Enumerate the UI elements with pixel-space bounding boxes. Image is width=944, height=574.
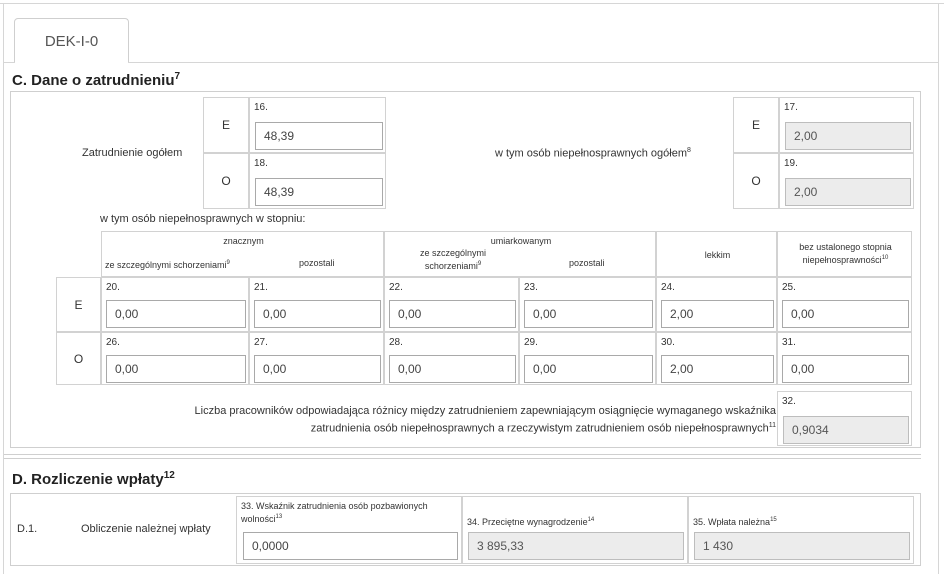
header-moderate [384,231,656,277]
field-35-label [693,515,777,528]
field-23-number: 23. [524,282,538,293]
field-33-label-line2-wrap [241,512,461,525]
field-16-number: 16. [254,102,268,113]
header-significant-special-text: ze szczególnymi schorzeniami [105,260,227,270]
field-26-input[interactable]: 0,00 [106,355,246,383]
disabled-total-label [495,147,691,160]
header-light [656,231,777,277]
tab-label: DEK-I-0 [44,32,99,50]
field-25-number: 25. [782,282,796,293]
field-33-cell [236,496,462,564]
field-35-input[interactable]: 1 430 [694,532,910,560]
field-18-cell [249,153,386,209]
field-35-cell [688,496,914,564]
field-27-number: 27. [254,337,268,348]
field-31-cell [777,332,912,385]
field-32-input[interactable]: 0,9034 [783,416,909,444]
field-32-number: 32. [782,396,796,407]
header-undetermined-line2: niepełnosprawności [802,255,882,265]
field-35-label-text: 35. Wpłata należna [693,517,771,527]
frame-left-line [3,3,4,574]
difference-footnote: 11 [768,422,776,429]
field-26-number: 26. [106,337,120,348]
field-19-number: 19. [784,158,798,169]
field-26-cell [101,332,249,385]
field-19-cell [779,153,914,209]
field-20-cell [101,277,249,332]
section-d-title [12,470,175,488]
frame-top-line [0,3,944,4]
header-undetermined-label [778,242,913,266]
header-significant [101,231,384,277]
field-31-number: 31. [782,337,796,348]
difference-label-line2 [88,422,776,435]
header-light-label: lekkim [704,250,731,260]
field-17-input[interactable]: 2,00 [785,122,911,150]
field-24-number: 24. [661,282,675,293]
header-undetermined-line1: bez ustalonego stopnia [799,242,892,252]
field-31-input[interactable]: 0,00 [782,355,909,383]
field-27-input[interactable]: 0,00 [254,355,381,383]
field-29-input[interactable]: 0,00 [524,355,653,383]
degree-e-label: E [56,277,101,332]
d1-row-label: Obliczenie należnej wpłaty [81,523,211,535]
header-moderate-other: pozostali [569,258,605,268]
field-35-footnote: 15 [770,517,777,523]
field-33-input[interactable]: 0,0000 [243,532,458,560]
field-32-cell [777,391,912,446]
field-18-number: 18. [254,158,268,169]
header-moderate-label: umiarkowanym [490,236,552,246]
field-22-input[interactable]: 0,00 [389,300,516,328]
disabled-total-footnote: 8 [687,147,691,154]
difference-label-line1: Liczba pracowników odpowiadająca różnicy między zatrudnieniem zapewniającym osiągnięcie wymaganego wskaźnika [194,405,776,417]
field-34-cell [462,496,688,564]
field-34-footnote: 14 [587,517,595,523]
header-significant-label: znacznym [223,236,264,246]
field-21-cell [249,277,384,332]
field-28-number: 28. [389,337,403,348]
difference-label-line2-text: zatrudnienia osób niepełnosprawnych a rzeczywistym zatrudnieniem osób niepełnosprawnych [310,422,769,435]
field-28-cell [384,332,519,385]
disabled-o-label: O [733,153,779,209]
tab-base-gap [15,61,128,64]
field-17-number: 17. [784,102,798,113]
total-o-label: O [203,153,249,209]
header-moderate-special [393,248,513,272]
degree-heading: w tym osób niepełnosprawnych w stopniu: [100,213,306,225]
section-d-title-footnote: 12 [163,470,175,481]
field-16-input[interactable]: 48,39 [255,122,383,150]
section-d-title-text: D. Rozliczenie wpłaty [12,471,164,488]
field-23-input[interactable]: 0,00 [524,300,653,328]
field-25-cell [777,277,912,332]
header-moderate-special-line2-wrap [393,259,513,272]
header-significant-other: pozostali [299,258,335,268]
header-significant-special-footnote: 9 [226,260,230,266]
field-33-label [241,501,461,525]
field-30-input[interactable]: 2,00 [661,355,774,383]
section-separator-2 [4,458,921,459]
total-e-label: E [203,97,249,153]
field-24-cell [656,277,777,332]
d1-row-id: D.1. [17,523,38,535]
field-33-label-line2: wolności [241,514,276,524]
field-16-cell [249,97,386,153]
field-17-cell [779,97,914,153]
section-separator-1 [4,454,921,455]
degree-o-label: O [56,332,101,385]
field-33-label-line1: 33. Wskaźnik zatrudnienia osób pozbawionych [241,501,428,511]
field-27-cell [249,332,384,385]
total-employment-label: Zatrudnienie ogółem [82,147,183,159]
field-34-label [467,515,594,528]
field-30-cell [656,332,777,385]
header-moderate-special-line2: schorzeniami [424,261,478,271]
field-22-number: 22. [389,282,403,293]
header-significant-special [105,258,230,271]
tab-dek-i-0[interactable] [14,18,129,63]
field-24-input[interactable]: 2,00 [661,300,774,328]
field-30-number: 30. [661,337,675,348]
section-c-title-footnote: 7 [174,71,181,82]
header-moderate-special-footnote: 9 [477,261,482,267]
header-undetermined [777,231,912,277]
field-21-number: 21. [254,282,268,293]
field-19-input[interactable]: 2,00 [785,178,911,206]
disabled-total-label-text: w tym osób niepełnosprawnych ogółem [495,147,687,160]
field-22-cell [384,277,519,332]
field-18-input[interactable]: 48,39 [255,178,383,206]
field-21-input[interactable]: 0,00 [254,300,381,328]
field-34-label-text: 34. Przeciętne wynagrodzenie [467,517,588,527]
header-undetermined-footnote: 10 [881,255,889,261]
field-23-cell [519,277,656,332]
field-29-number: 29. [524,337,538,348]
field-28-input[interactable]: 0,00 [389,355,516,383]
header-undetermined-line2-wrap [778,253,913,266]
frame-right-line [938,3,939,574]
field-34-input[interactable]: 3 895,33 [468,532,684,560]
disabled-e-label: E [733,97,779,153]
section-c-title-text: C. Dane o zatrudnieniu [12,72,175,89]
field-20-input[interactable]: 0,00 [106,300,246,328]
section-c-title [12,71,180,89]
tab-baseline [4,62,938,63]
field-25-input[interactable]: 0,00 [782,300,909,328]
header-moderate-special-line1: ze szczególnymi [419,248,487,258]
field-33-footnote: 13 [275,514,283,520]
field-20-number: 20. [106,282,120,293]
field-29-cell [519,332,656,385]
